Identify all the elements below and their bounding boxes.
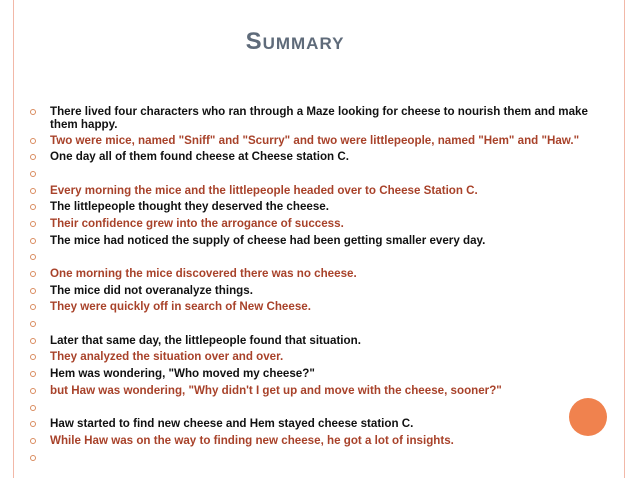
bullet-circle-icon (30, 304, 36, 310)
bullet-item (30, 232, 590, 249)
bullet-circle-icon (30, 405, 36, 411)
bullet-circle-icon (30, 354, 36, 360)
bullet-text: The mice did not overanalyze things. (50, 283, 253, 297)
bullet-circle-icon (30, 154, 36, 160)
bullet-circle-icon (30, 204, 36, 210)
bullet-circle-icon (30, 371, 36, 377)
bullet-item (30, 215, 590, 232)
bullet-circle-icon (30, 254, 36, 260)
bullet-item (30, 399, 590, 416)
bullet-text: Haw started to find new cheese and Hem stayed cheese station C. (50, 417, 414, 431)
bullet-circle-icon (30, 455, 36, 461)
bullet-circle-icon (30, 221, 36, 227)
decorative-orange-circle (569, 398, 607, 436)
bullet-item (30, 182, 590, 199)
bullet-text: While Haw was on the way to finding new cheese, he got a lot of insights. (50, 433, 454, 447)
bullet-circle-icon (30, 421, 36, 427)
bullet-circle-icon (30, 109, 36, 115)
bullet-item (30, 132, 590, 149)
bullet-text: They analyzed the situation over and over. (50, 350, 284, 364)
bullet-item (30, 432, 590, 449)
right-frame-line (624, 0, 625, 478)
bullet-text: Two were mice, named "Sniff" and "Scurry" and two were littlepeople, named "Hem" and "Haw." (50, 133, 580, 147)
bullet-circle-icon (30, 188, 36, 194)
bullet-text: One morning the mice discovered there was no cheese. (50, 267, 357, 280)
bullet-text: Later that same day, the littlepeople found that situation. (50, 333, 361, 347)
bullet-text: Hem was wondering, "Who moved my cheese?" (50, 367, 315, 381)
bullet-circle-icon (30, 321, 36, 327)
bullet-item (30, 316, 590, 333)
bullet-text: The mice had noticed the supply of cheese had been getting smaller every day. (50, 233, 486, 247)
bullet-text: Their confidence grew into the arrogance of success. (50, 216, 344, 230)
bullet-text: There lived four characters who ran through a Maze looking for cheese to nourish them and make them happy. (50, 104, 588, 131)
bullet-circle-icon (30, 388, 36, 394)
bullet-item (30, 165, 590, 182)
bullet-item (30, 349, 590, 366)
bullet-circle-icon (30, 288, 36, 294)
bullet-item (30, 249, 590, 266)
bullet-circle-icon (30, 138, 36, 144)
bullet-text: The littlepeople thought they deserved the cheese. (50, 200, 329, 214)
bullet-item (30, 282, 590, 299)
bullet-item (30, 299, 590, 316)
bullet-item (30, 449, 590, 466)
bullet-text: but Haw was wondering, "Why didn't I get up and move with the cheese, sooner?" (50, 383, 502, 397)
bullet-text: One day all of them found cheese at Cheese station C. (50, 150, 349, 164)
bullet-circle-icon (30, 438, 36, 444)
bullet-item (30, 416, 590, 433)
bullet-item (30, 103, 590, 132)
bullet-item (30, 366, 590, 383)
bullet-item (30, 382, 590, 399)
bullet-circle-icon (30, 171, 36, 177)
bullet-text: Every morning the mice and the littlepeople headed over to Cheese Station C. (50, 183, 478, 197)
slide-title: Summary (245, 28, 345, 55)
left-frame-line (13, 0, 14, 478)
bullet-item (30, 266, 590, 283)
bullet-circle-icon (30, 271, 36, 277)
bullet-circle-icon (30, 238, 36, 244)
bullet-text: They were quickly off in search of New Cheese. (50, 300, 311, 314)
bullet-circle-icon (30, 338, 36, 344)
bullet-list (30, 103, 590, 466)
bullet-item (30, 332, 590, 349)
bullet-item (30, 199, 590, 216)
bullet-item (30, 149, 590, 166)
